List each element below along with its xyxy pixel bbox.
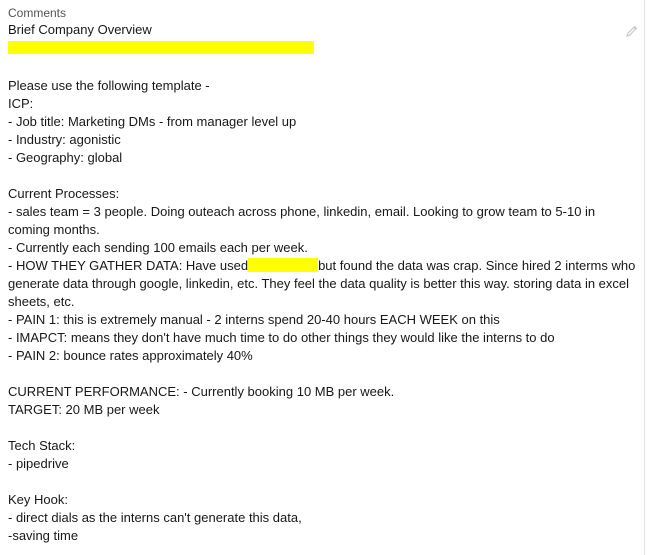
gather-data-line <box>8 257 638 311</box>
current-processes-heading: Current Processes: <box>8 186 120 201</box>
redacted-line <box>8 41 638 59</box>
tech-stack-heading: Tech Stack: <box>8 438 76 453</box>
panel-divider <box>644 0 645 555</box>
overview-heading: Brief Company Overview <box>8 22 152 37</box>
target-line: TARGET: 20 MB per week <box>8 402 160 417</box>
icp-industry: - Industry: agonistic <box>8 132 121 147</box>
performance-line: CURRENT PERFORMANCE: - Currently booking 10 MB per week. <box>8 384 395 399</box>
key-hook-direct-dials: - direct dials as the interns can't generate this data, <box>8 510 302 525</box>
icp-geography: - Geography: global <box>8 150 123 165</box>
sales-team-line: - sales team = 3 people. Doing outeach across phone, linkedin, email. Looking to grow team to 5-10 in coming months. <box>8 204 596 237</box>
pain2-line: - PAIN 2: bounce rates approximately 40% <box>8 348 253 363</box>
impact-line: - IMAPCT: means they don't have much time to do other things they would like the interns to do <box>8 330 555 345</box>
field-label: Comments <box>8 6 67 20</box>
pain1-line: - PAIN 1: this is extremely manual - 2 interns spend 20-40 hours EACH WEEK on this <box>8 312 500 327</box>
key-hook-saving-time: -saving time <box>8 528 79 543</box>
redaction-highlight-inline <box>248 258 318 272</box>
key-hook-heading: Key Hook: <box>8 492 68 507</box>
icp-job-title: - Job title: Marketing DMs - from manager level up <box>8 114 297 129</box>
icp-heading: ICP: <box>8 96 34 111</box>
gather-data-before: - HOW THEY GATHER DATA: Have used <box>8 258 249 273</box>
comments-content <box>8 21 638 545</box>
tech-stack-pipedrive: - pipedrive <box>8 456 69 471</box>
emails-line: - Currently each sending 100 emails each per week. <box>8 240 308 255</box>
redaction-highlight <box>8 41 314 54</box>
template-intro: Please use the following template - <box>8 78 210 93</box>
gather-data-after: but found the data was crap. Since hired 2 interms who generate data through google, linkedin, etc. They feel the data quality is better this way. storing data in excel sheets, etc. <box>8 258 636 309</box>
